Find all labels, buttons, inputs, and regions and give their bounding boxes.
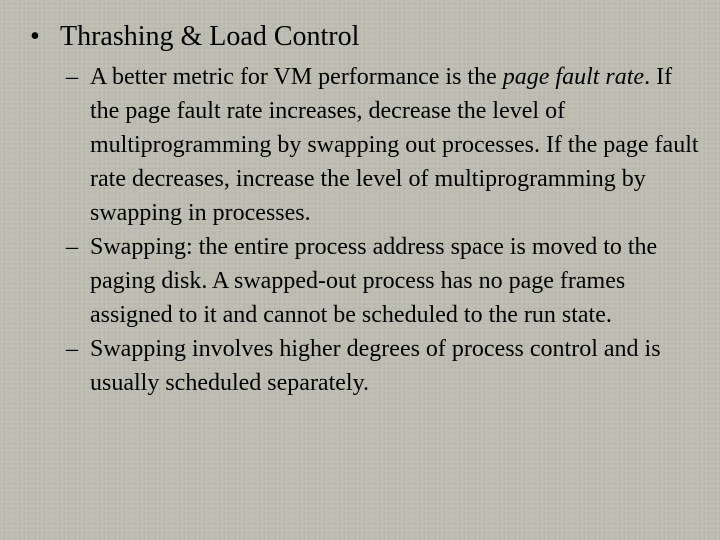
sub-bullet-text: Swapping: the entire process address space is moved to the paging disk. A swapped-out process has no page frames assigned to it and cannot be scheduled to the run state.: [90, 234, 658, 328]
sub-bullet-swapping: [66, 230, 706, 332]
emphasis-term: page fault rate: [502, 64, 645, 90]
dash-icon: –: [66, 64, 78, 90]
dash-icon: –: [66, 234, 78, 260]
text-segment: . If the page fault rate increases, decrease the level of multiprogramming by swapping out processes. If the page fault rate decreases, increase the level of multiprogramming by swapping in processes.: [90, 64, 699, 226]
sub-bullet-page-fault-rate: [66, 60, 706, 230]
main-bullet: [30, 20, 710, 54]
sub-bullet-process-control: [66, 332, 706, 400]
slide-title: Thrashing & Load Control: [60, 21, 360, 52]
text-segment: A better metric for VM performance is the: [90, 64, 503, 90]
sub-bullet-list: [66, 60, 706, 400]
bullet-icon: •: [30, 21, 40, 52]
sub-bullet-text: [90, 64, 699, 226]
dash-icon: –: [66, 336, 78, 362]
sub-bullet-text: Swapping involves higher degrees of process control and is usually scheduled separately.: [90, 336, 661, 396]
